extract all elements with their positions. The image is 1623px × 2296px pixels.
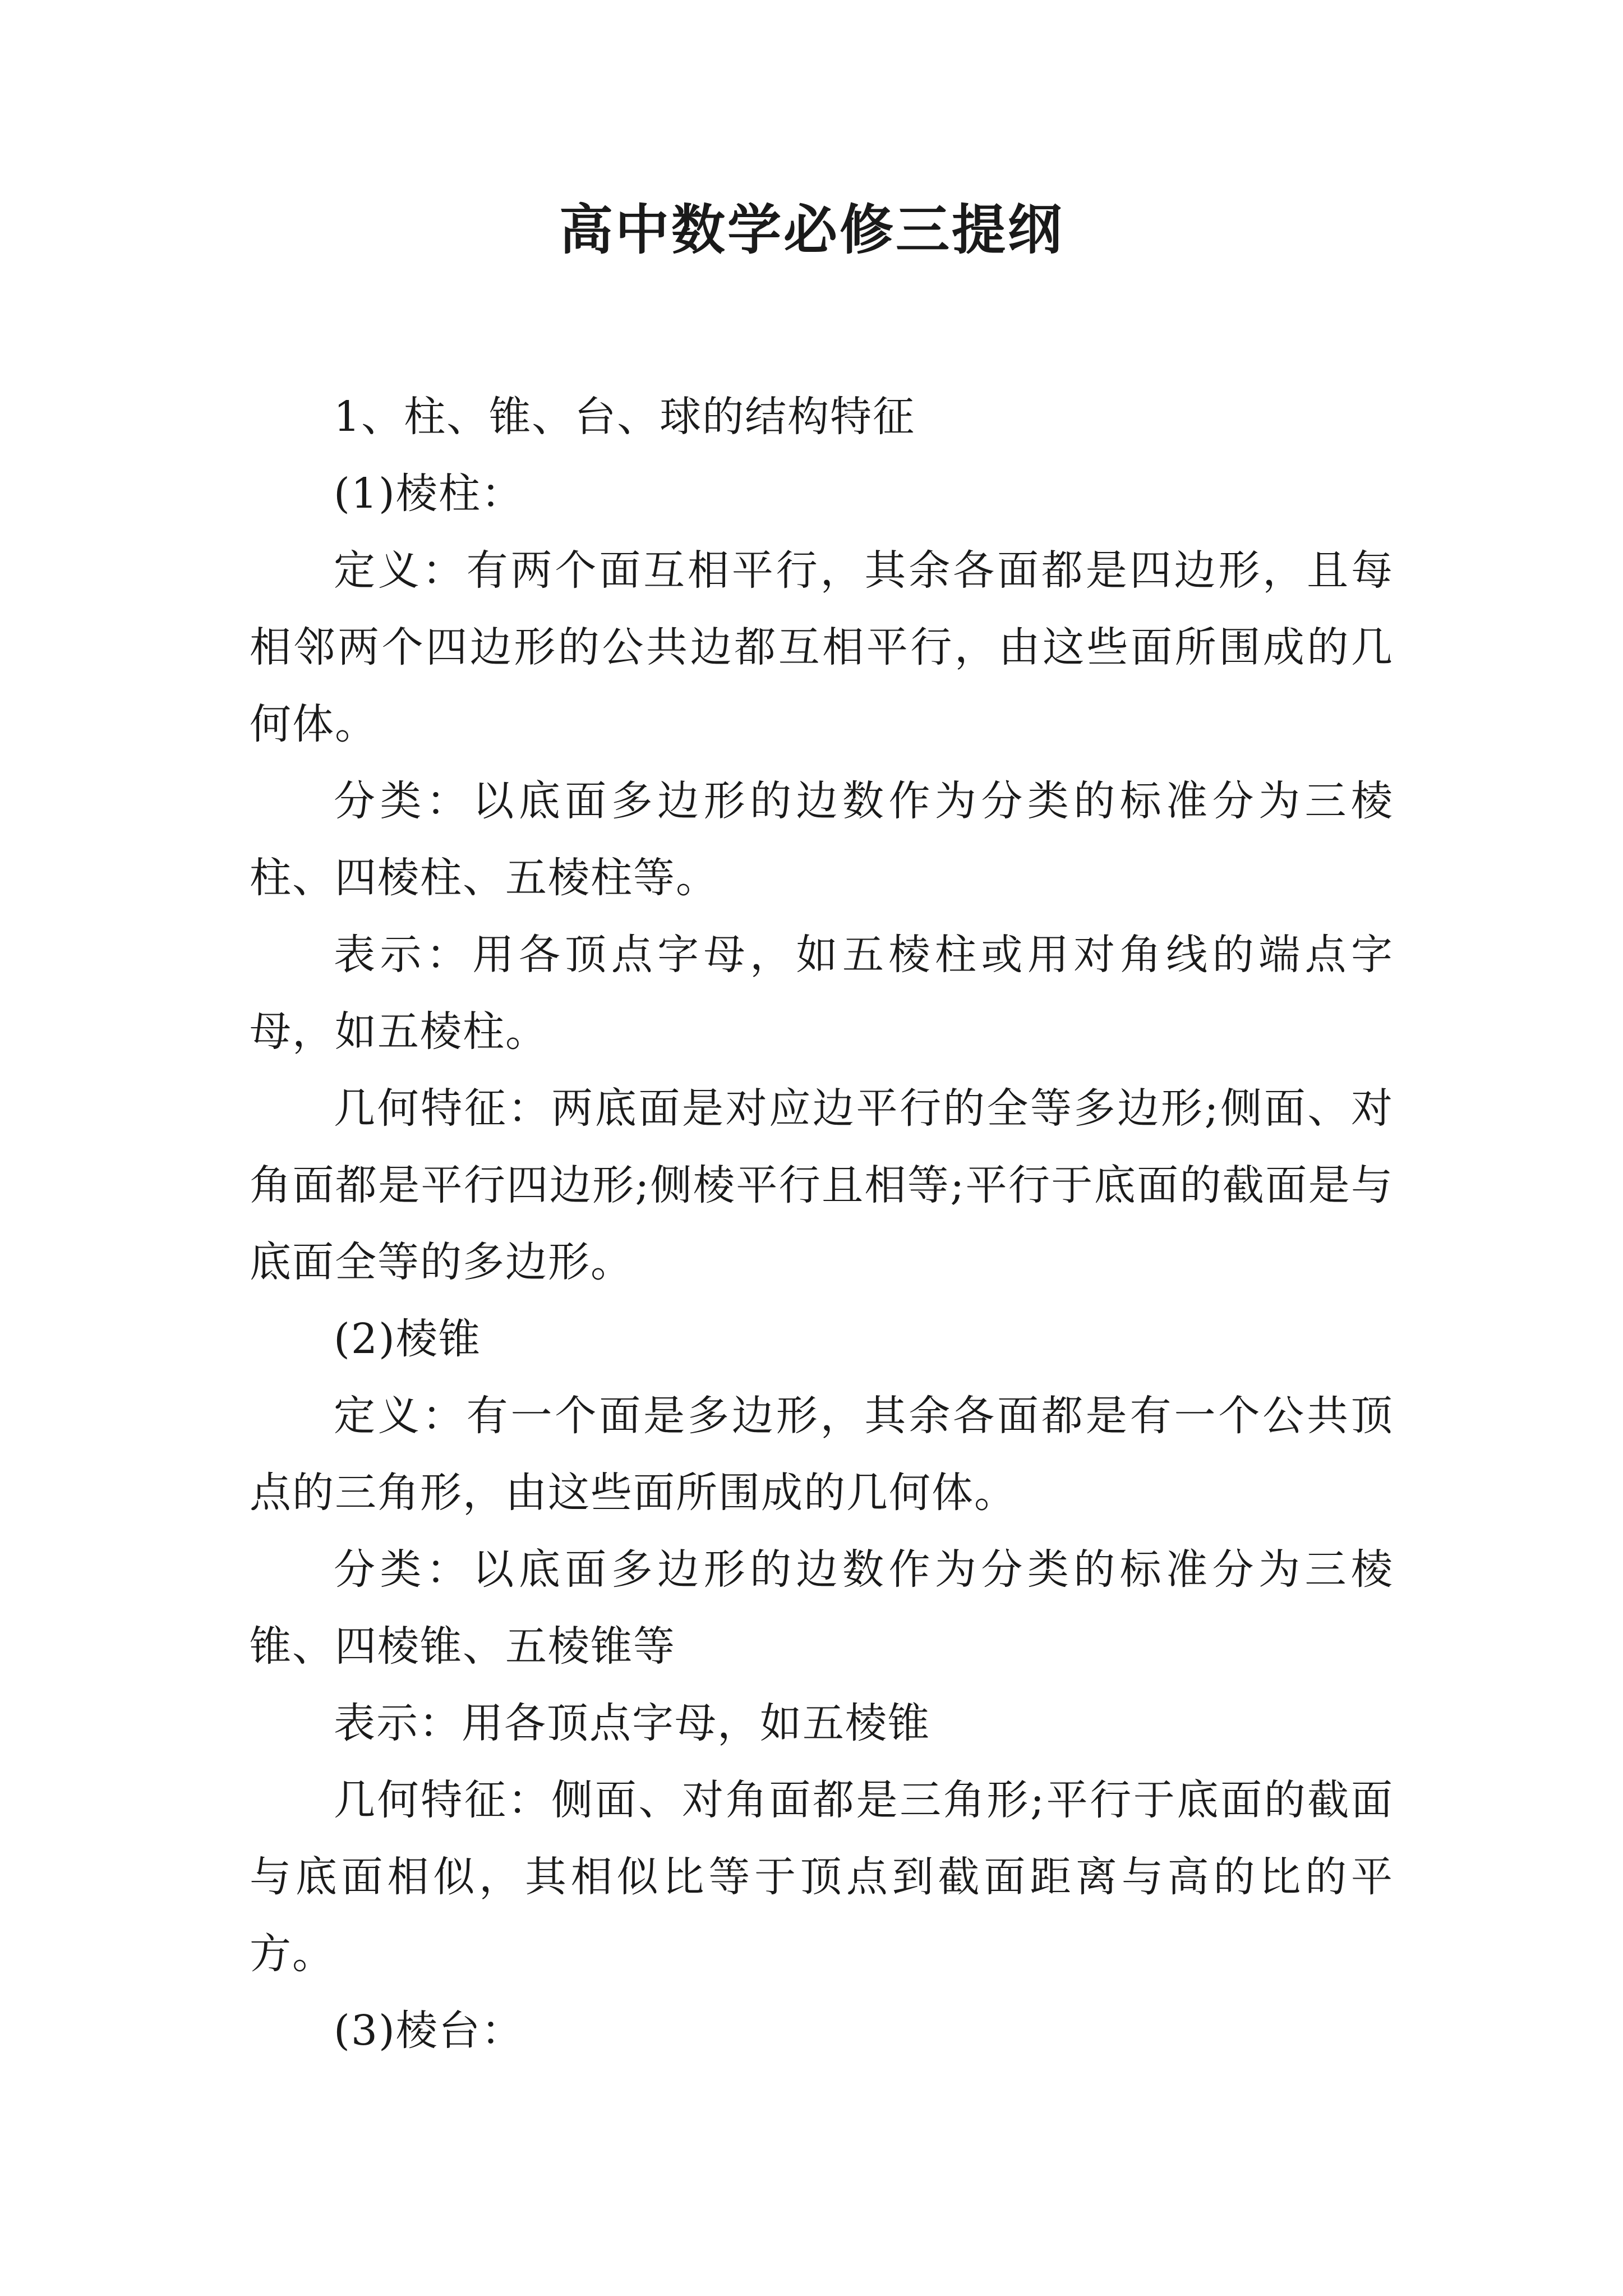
paragraph: 分类：以底面多边形的边数作为分类的标准分为三棱锥、四棱锥、五棱锥等	[250, 1545, 1394, 1671]
subsection-heading: (1)棱柱：	[334, 470, 524, 518]
paragraph: 定义：有两个面互相平行，其余各面都是四边形，且每相邻两个四边形的公共边都互相平行，由这些面所围成的几何体。	[250, 546, 1394, 748]
document-title: 高中数学必修三提纲	[559, 198, 1064, 261]
paragraph: 几何特征：侧面、对角面都是三角形;平行于底面的截面与底面相似，其相似比等于顶点到截面距离与高的比的平方。	[250, 1776, 1394, 1978]
subsection-heading: (3)棱台：	[334, 2007, 524, 2055]
paragraph: 分类：以底面多边形的边数作为分类的标准分为三棱柱、四棱柱、五棱柱等。	[250, 777, 1394, 902]
paragraph: 几何特征：两底面是对应边平行的全等多边形;侧面、对角面都是平行四边形;侧棱平行且相等;平行于底面的截面是与底面全等的多边形。	[250, 1084, 1394, 1286]
paragraph: 表示：用各顶点字母，如五棱柱或用对角线的端点字母，如五棱柱。	[250, 931, 1394, 1056]
document-body	[250, 379, 1394, 2069]
section-heading: 1、柱、锥、台、球的结构特征	[334, 393, 916, 441]
paragraph: 定义：有一个面是多边形，其余各面都是有一个公共顶点的三角形，由这些面所围成的几何体。	[250, 1392, 1394, 1517]
paragraph: 表示：用各顶点字母，如五棱锥	[334, 1699, 930, 1747]
subsection-heading: (2)棱锥	[334, 1315, 481, 1363]
